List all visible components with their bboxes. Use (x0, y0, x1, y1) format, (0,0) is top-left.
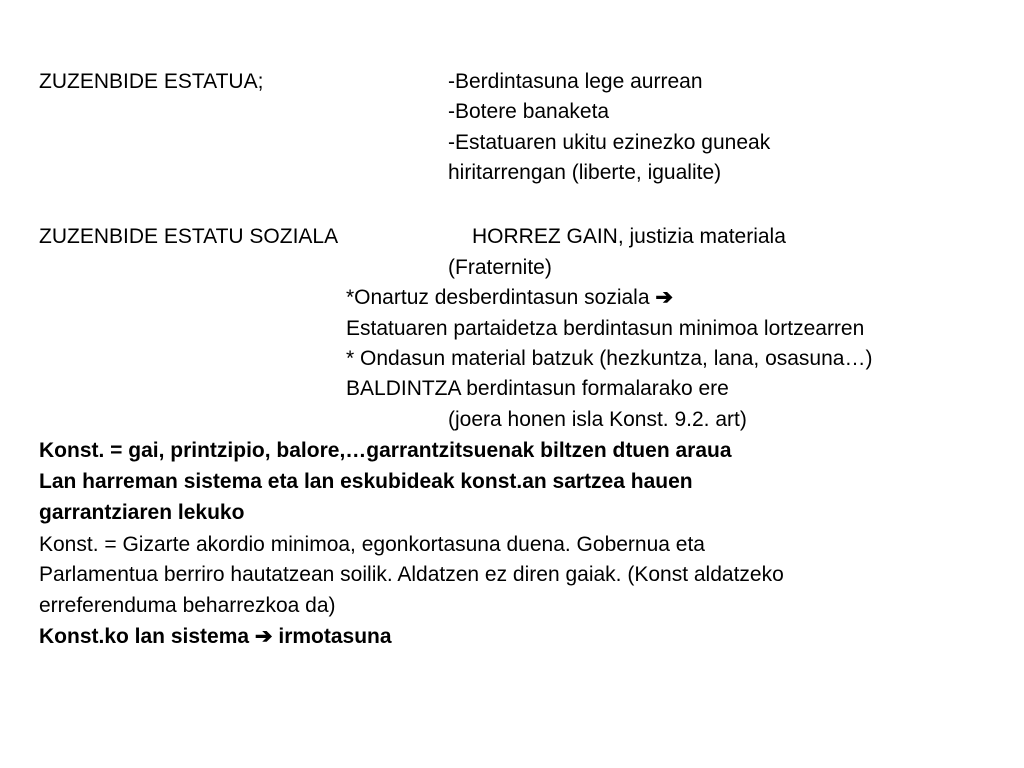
item-hiritarrengan: hiritarrengan (liberte, igualite) (448, 161, 722, 184)
horrez-gain-text: HORREZ GAIN, justizia materiala (472, 225, 786, 248)
gizarte-line-1: Konst. = Gizarte akordio minimoa, egonkortasuna duena. Gobernua eta (39, 533, 705, 556)
right-arrow-icon: ➔ (655, 286, 673, 309)
konst-lan-sistema-text: Konst.ko lan sistema (39, 625, 250, 648)
konst-definition: Konst. = gai, printzipio, balore,…garrantzitsuenak biltzen dtuen araua (39, 439, 732, 462)
gizarte-line-2: Parlamentua berriro hautatzean soilik. Aldatzen ez diren gaiak. (Konst aldatzeko (39, 563, 784, 586)
lan-harreman-line-1: Lan harreman sistema eta lan eskubideak konst.an sartzea hauen (39, 470, 693, 493)
irmotasuna-text: irmotasuna (278, 625, 392, 648)
item-estatuaren-ukitu: -Estatuaren ukitu ezinezko guneak (448, 131, 771, 154)
konst-lan-sistema-line (39, 625, 392, 649)
joera-text: (joera honen isla Konst. 9.2. art) (448, 408, 747, 431)
lan-harreman-line-2: garrantziaren lekuko (39, 501, 245, 524)
baldintza-text: BALDINTZA berdintasun formalarako ere (346, 377, 729, 400)
heading-zuzenbide-estatua: ZUZENBIDE ESTATUA; (39, 70, 264, 93)
heading-zuzenbide-estatu-soziala: ZUZENBIDE ESTATU SOZIALA (39, 225, 339, 248)
onartuz-text: *Onartuz desberdintasun soziala (346, 286, 650, 309)
ondasun-text: * Ondasun material batzuk (hezkuntza, lana, osasuna…) (346, 347, 873, 370)
fraternite-text: (Fraternite) (448, 256, 552, 279)
gizarte-line-3: erreferenduma beharrezkoa da) (39, 594, 336, 617)
item-berdintasuna: -Berdintasuna lege aurrean (448, 70, 703, 93)
partaidetza-text: Estatuaren partaidetza berdintasun minimoa lortzearren (346, 317, 865, 340)
onartuz-line (346, 286, 673, 310)
item-botere: -Botere banaketa (448, 100, 610, 123)
right-arrow-icon: ➔ (254, 625, 273, 648)
